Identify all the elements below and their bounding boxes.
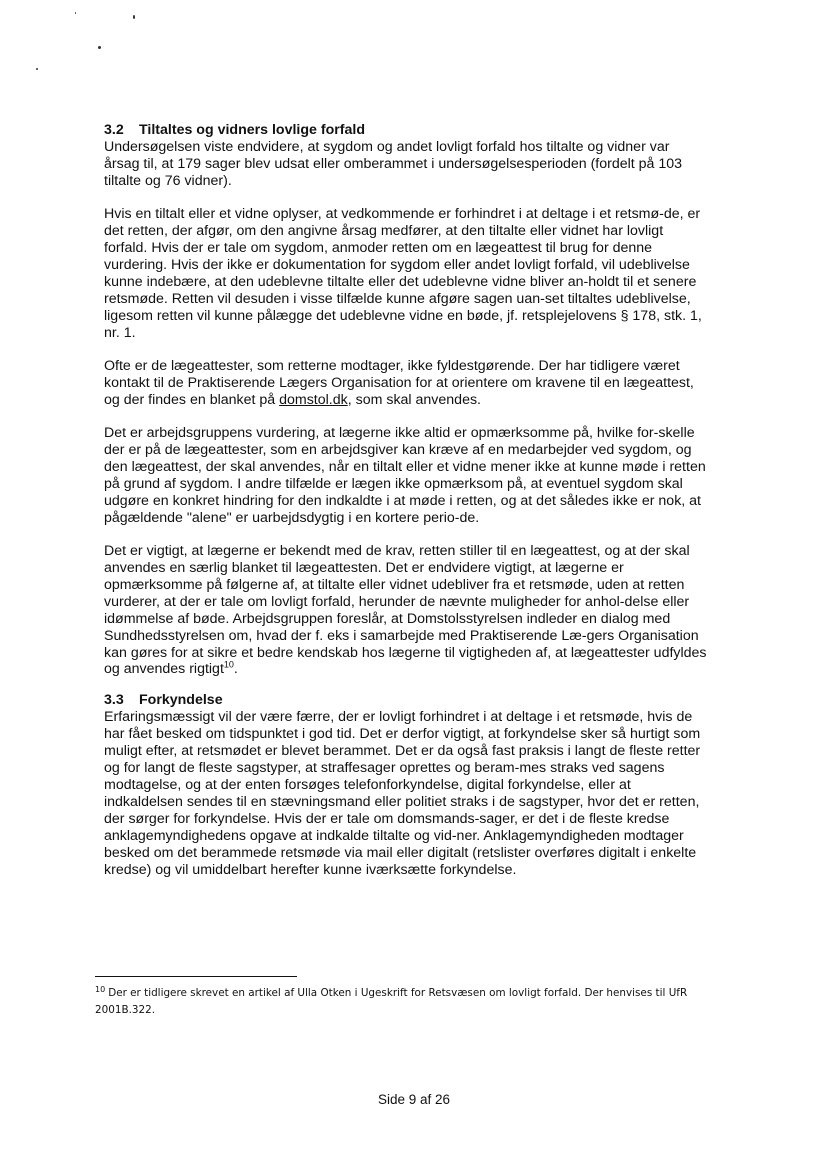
section-number: 3.3 [104,692,124,709]
section-number: 3.2 [104,122,124,138]
section-title: Tiltaltes og vidners lovlige forfald [139,122,365,138]
footnote [95,985,715,1019]
page-number: Side 9 af 26 [377,1092,451,1107]
paragraph [104,358,708,409]
section-heading-3-3 [104,692,708,709]
footnote-divider [95,976,297,977]
paragraph: Hvis en tiltalt eller et vidne oplyser, at vedkommende er forhindret i at deltage i et retsmø-de, er det retten, der afgør, om den angivne årsag medfører, at den tiltalte eller vidnet har lovligt forfald. Hvis der er tale om sygdom, anmoder retten om en lægeattest til brug for denne vurdering. Hvis der ikke er dokumentation for sygdom eller andet lovligt forfald, vil udeblivelse kunne indebære, at den udeblevne tiltalte eller det udeblevne vidne bliver an-holdt til et senere retsmøde. Retten vil desuden i visse tilfælde kunne afgøre sagen uan-set tiltaltes udeblivelse, ligesom retten vil kunne pålægge det udeblevne vidne en bøde, jf. retsplejelovens § 178, stk. 1, nr. 1. [104,206,702,341]
paragraph-text: , som skal anvendes. [347,391,481,408]
paragraph: Det er arbejdsgruppens vurdering, at lægerne ikke altid er opmærksomme på, hvilke for-skelle der er på de lægeattester, som en arbejdsgiver kan kræve af en medarbejder ved sygdom, og den lægeattest, der skal anvendes, når en tiltalt eller et vidne mener ikke at kunne møde i retten på grund af sygdom. I andre tilfælde er lægen ikke opmærksom på, at eventuel sygdom skal udgøre en konkret hindring for den indkaldte i at møde i retten, og at det således ikke er nok, at pågældende "alene" er uarbejdsdygtig i en kortere perio-de. [104,425,706,526]
paragraph [104,543,708,678]
paragraph-text: Ofte er de lægeattester, som retterne modtager, ikke fyldestgørende. Der har tidligere været kontakt til de Praktiserende Lægers Organisation for at orientere om kravene til en lægeattest, og der findes en blanket på [104,357,694,408]
domstol-link[interactable]: domstol.dk [279,391,348,408]
page-body [104,122,708,895]
scan-speck [98,46,101,49]
footnote-text: Der er tidligere skrevet en artikel af Ulla Otken i Ugeskrift for Retsvæsen om lovligt forfald. Der henvises til UfR 2001B.322. [95,987,688,1016]
scan-speck [133,15,135,19]
section-title: Forkyndelse [139,692,223,709]
paragraph-text: . [233,661,238,678]
scan-speck [75,12,76,14]
paragraph: Erfaringsmæssigt vil der være færre, der er lovligt forhindret i at deltage i et retsmøde, hvis de har fået besked om tidspunktet i god tid. Det er derfor vigtigt, at forkyndelse sker så hurtigt som muligt efter, at retsmødet er blevet berammet. Det er da også fast praksis i langt de fleste retter og for langt de fleste sagstyper, at straffesager oprettes og beram-mes straks ved sagens modtagelse, og at der enten forsøges telefonforkyndelse, digital forkyndelse, eller at indkaldelsen sendes til en stævningsmand eller politiet straks i de sagstyper, hvor det er retten, der sørger for forkyndelse. Hvis der er tale om domsmands-sager, er det i de fleste kredse anklagemyndighedens opgave at indkalde tiltalte og vid-ner. Anklagemyndigheden modtager besked om det berammede retsmøde via mail eller digitalt (retslister overføres digitalt i enkelte kredse) og vil umiddelbart herefter kunne iværksætte forkyndelse. [104,709,701,878]
footnote-reference[interactable]: 10 [223,659,234,670]
scan-speck [36,68,38,70]
section-heading-3-2 [104,122,708,139]
paragraph: Undersøgelsen viste endvidere, at sygdom og andet lovligt forfald hos tiltalte og vidner var årsag til, at 179 sager blev udsat eller omberammet i undersøgelsesperioden (fordelt på 103 tiltalte og 76 vidner). [104,139,683,189]
paragraph-text: Det er vigtigt, at lægerne er bekendt med de krav, retten stiller til en lægeattest, og at der skal anvendes en særlig blanket til lægeattesten. Det er endvidere vigtigt, at lægerne er opmærksomme på følgerne af, at tiltalte eller vidnet udebliver fra et retsmøde, uden at retten vurderer, at der er tale om lovligt forfald, herunder de nævnte muligheder for anhol-delse eller idømmelse af bøde. Arbejdsgruppen foreslår, at Domstolsstyrelsen indleder en dialog med Sundhedsstyrelsen om, hvad der f. eks i samarbejde med Praktiserende Læ-gers Organisation kan gøres for at sikre et bedre kendskab hos lægerne til vigtigheden af, at lægeattester udfyldes og anvendes rigtigt [104,543,707,678]
footnote-number: 10 [95,984,106,994]
